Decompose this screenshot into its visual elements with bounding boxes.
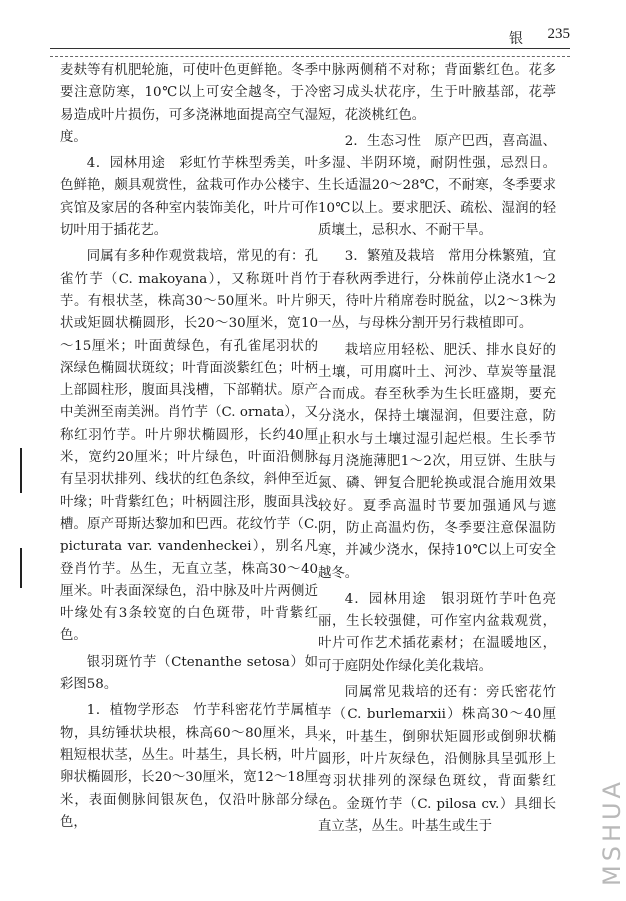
- paragraph: 中脉两侧稍不对称；背面紫红色。花多密习成头状花序，生于叶腋基部，花葶短，花淡桃红色。: [318, 63, 556, 123]
- paragraph: 麦麸等有机肥轮施，可使叶色更鲜艳。冬季要注意防寒，10℃以上可安全越冬，于冷易造成叶片损伤，可多浇淋地面提高空气湿度。: [60, 63, 318, 145]
- header-rule: [50, 48, 570, 49]
- page-number: 235: [547, 26, 570, 42]
- paragraph: 4．园林用途 彩虹竹芋株型秀美，叶色鲜艳，颇具观赏性，盆栽可作办公楼宇、宾馆及家居的各种室内装饰美化，叶片可作切叶用于插花艺。: [60, 156, 318, 239]
- paragraph: 同属常见栽培的还有：旁氏密花竹芋（C. burlemarxii）株高30～40厘米，叶基生，倒卵状矩圆形或倒卵状椭圆形，叶片灰绿色，沿侧脉具呈弧形上弯羽状排列的深绿色斑纹，背面紫红色。金斑竹芋（C. pilosa cv.）具细长直立茎，丛生。叶基生或生于: [318, 685, 556, 834]
- paragraph: 1．植物学形态 竹芋科密花竹芋属植物，具纺锤状块根，株高60～80厘米，具粗短根状茎，丛生。叶基生，具长柄，叶片卵状椭圆形，长20～30厘米，宽12～18厘米，表面侧脉间银灰色，仅沿叶脉部分绿色，: [60, 703, 318, 830]
- section-heading: 银羽斑竹芋（Ctenanthe setosa）如彩图58。: [60, 654, 318, 693]
- paragraph: 同属有多种作观赏栽培，常见的有：孔雀竹芋（C. makoyana），又称斑叶肖竹芋。有根状茎，株高30～50厘米。叶片卵状或矩圆状椭圆形，长20～30厘米，宽10～15厘米；叶面黄绿色，有孔雀尾羽状的深绿色椭圆状斑纹；叶背面淡紫红色；叶柄上部圆柱形，腹面具浅槽，下部鞘状。原产中美洲至南美洲。肖竹芋（C. ornata），又称红羽竹芋。叶片卵状椭圆形，长约40厘米，宽约20厘米；叶片绿色，叶面沿侧脉有呈羽状排列、线状的红色条纹，斜伸至近叶缘；叶背紫红色；叶柄圆注形，腹面具浅槽。原产哥斯达黎加和巴西。花纹竹芋（C. picturata var. vandenheckei），别名凡登肖竹芋。丛生，无直立茎，株高30～40厘米。叶表面深绿色，沿中脉及叶片两侧近叶缘处有3条较宽的白色斑带，叶背紫红色。: [60, 249, 318, 644]
- paragraph: 3．繁殖及栽培 常用分株繁殖，宜于春秋两季进行，分株前停止浇水1～2天，待叶片稍席卷时脱盆，以2～3株为一丛，与母株分割开另行栽植即可。: [318, 249, 556, 332]
- paragraph: 4．园林用途 银羽斑竹芋叶色亮丽，生长较强健，可作室内盆栽观赏，叶片可作艺术插花素材；在温暖地区，可于庭阴处作绿化美化栽培。: [318, 591, 556, 674]
- header-dashed-rule: [50, 56, 570, 57]
- running-head: 银: [509, 31, 524, 47]
- paragraph: 栽培应用轻松、肥沃、排水良好的土壤，可用腐叶土、河沙、草炭等量混合而成。春至秋季为生长旺盛期，要充分浇水，保持土壤湿润，但要注意，防止积水与土壤过湿引起烂根。生长季节每月浇施薄肥1～2次，用豆饼、生肤与氮、磷、钾复合肥轮换或混合施用效果较好。夏季高温时节要加强通风与遮阴，防止高温灼伤，冬季要注意保温防寒，并减少浇水，保持10℃以上可安全越冬。: [318, 342, 556, 581]
- page-header: [50, 26, 570, 48]
- right-column: [318, 60, 556, 838]
- scan-edge-mark: [20, 548, 22, 588]
- scan-edge-mark: [20, 448, 22, 493]
- left-column: [60, 60, 318, 834]
- paragraph: 2．生态习性 原产巴西，喜高温、多湿、半阴环境，耐阴性强，忌烈日。生长适温20～28℃，不耐寒，冬季要求10℃以上。要求肥沃、疏松、湿润的轻质壤土，忌积水、不耐干旱。: [318, 133, 556, 239]
- watermark: [568, 760, 626, 890]
- watermark-text: MSHUA: [598, 778, 626, 886]
